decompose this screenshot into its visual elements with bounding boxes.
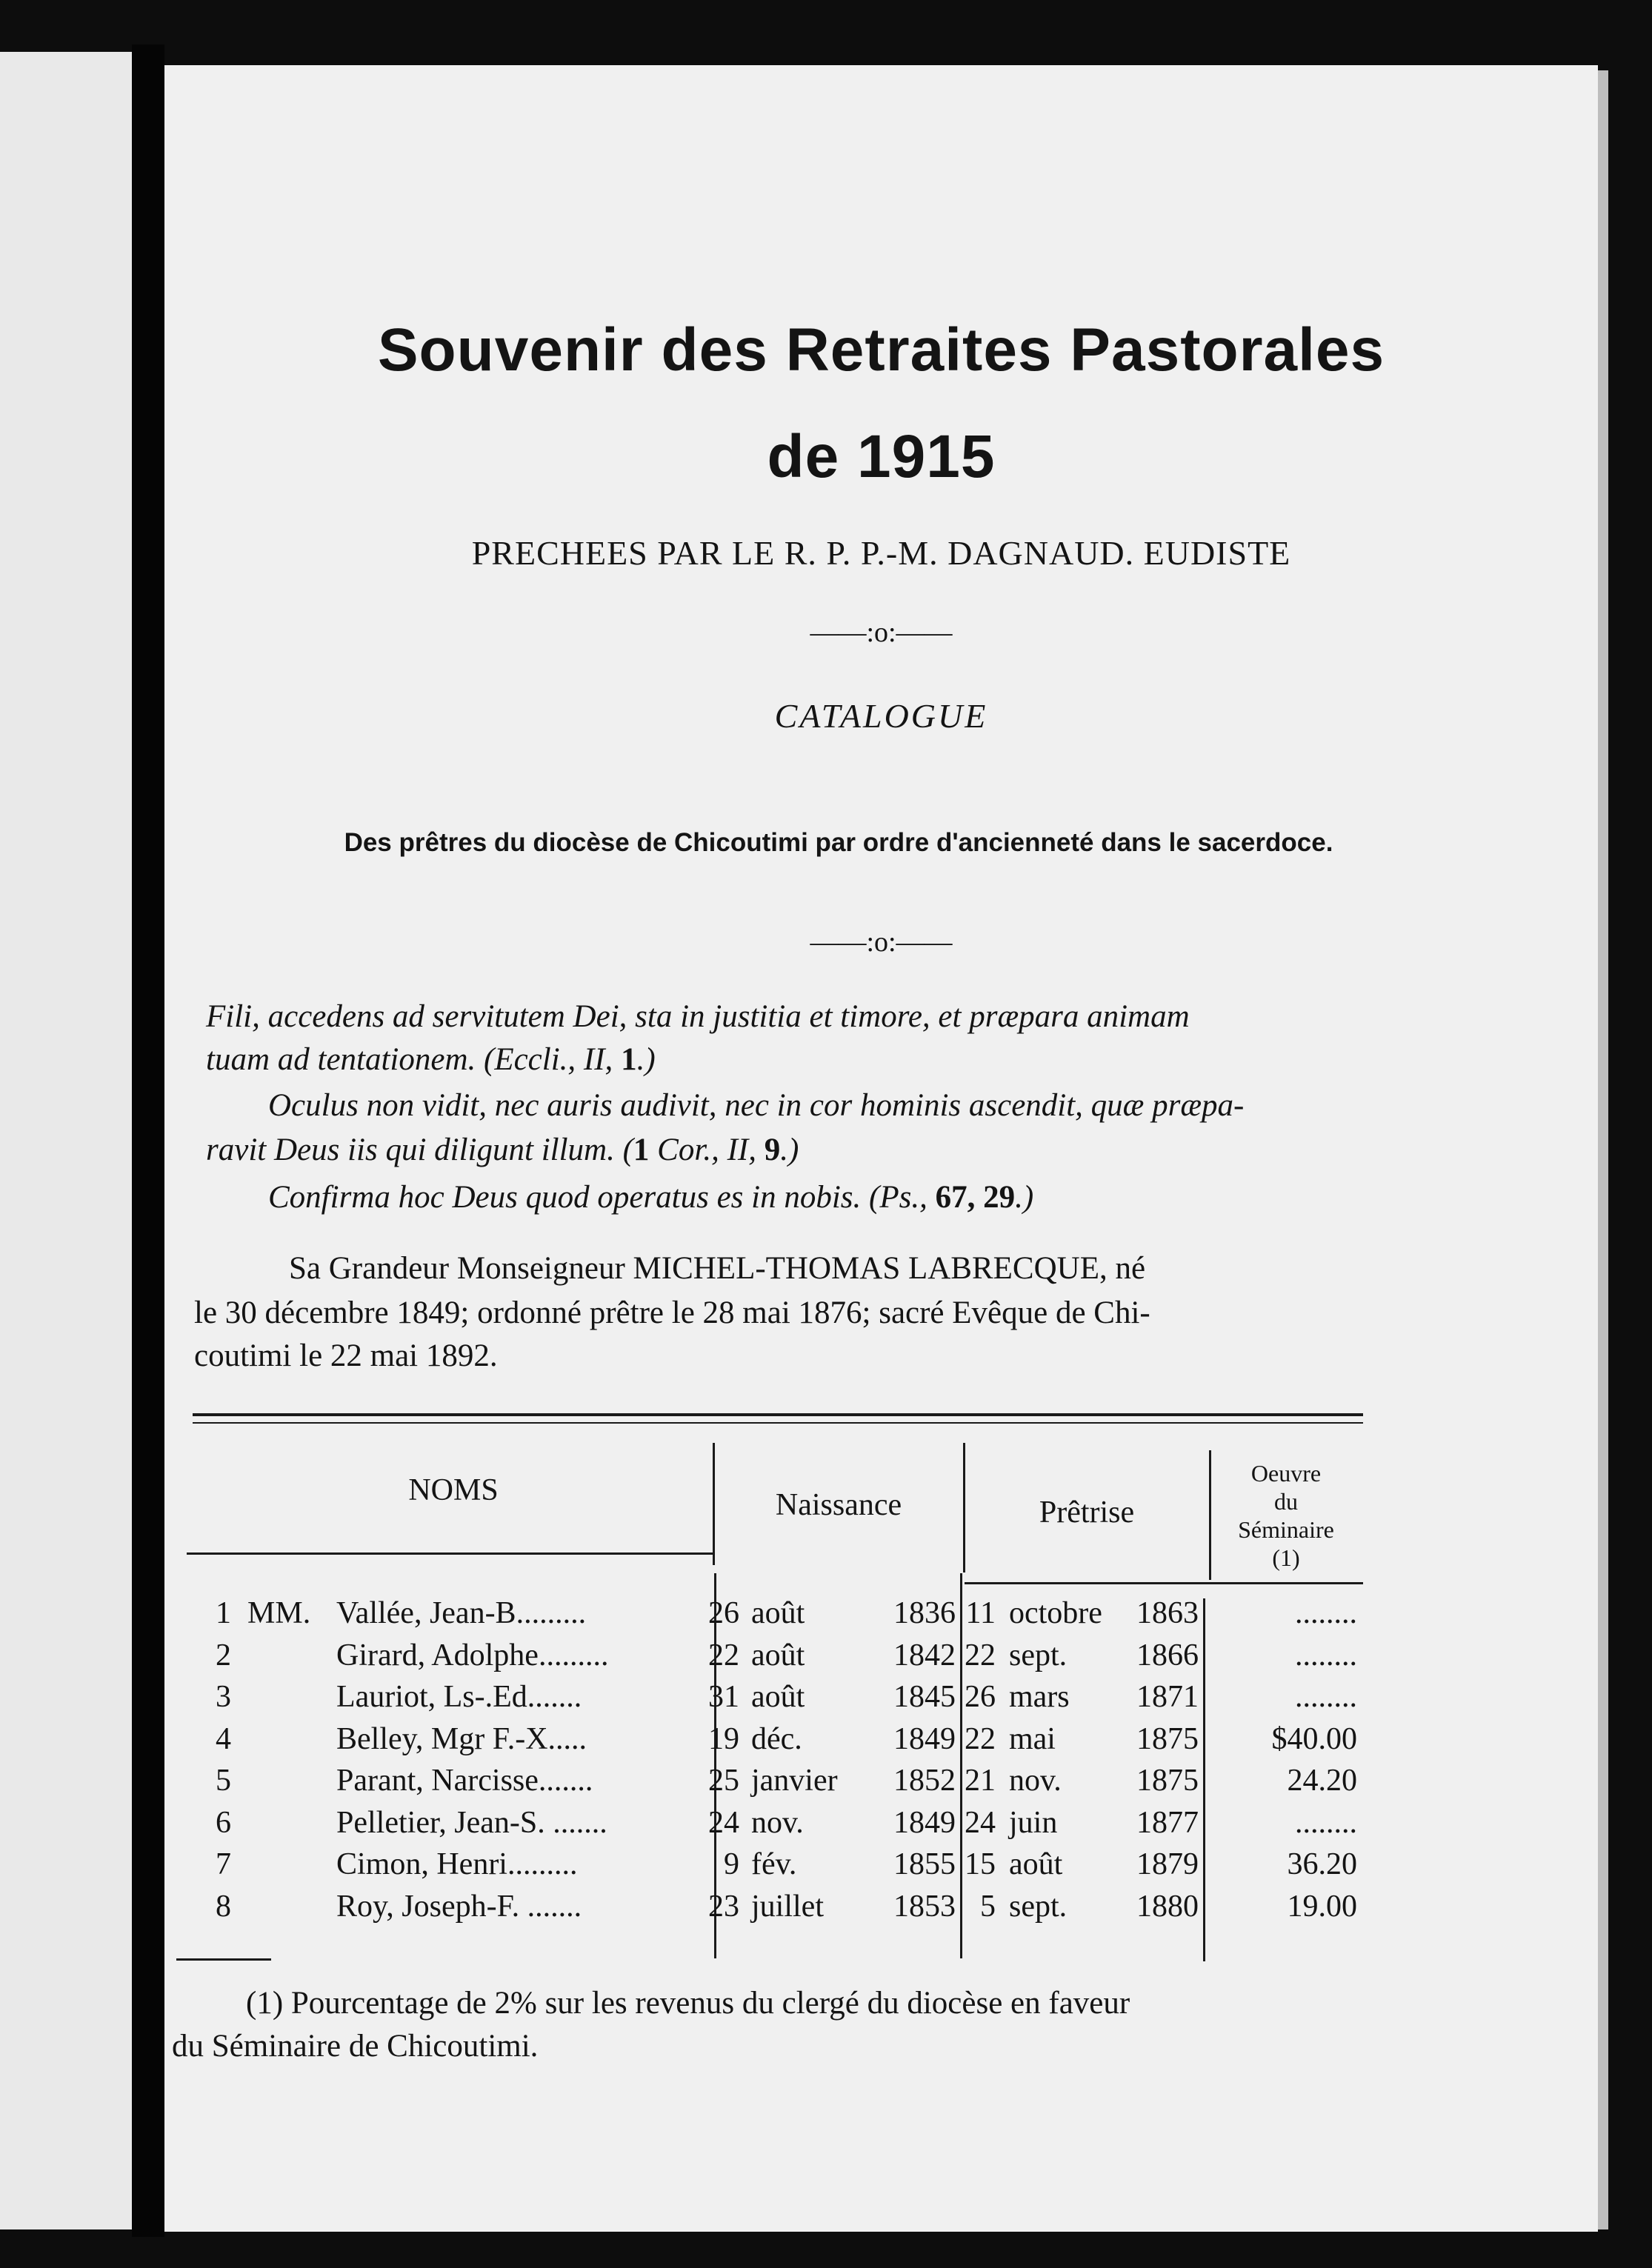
left-page-edge	[0, 52, 132, 2229]
cell-name: Lauriot, Ls-.Ed.......	[336, 1680, 582, 1714]
cell-birth-year: 1849	[893, 1721, 956, 1756]
cell-birth-month: nov.	[751, 1805, 804, 1840]
cell-oeuvre: 19.00	[1287, 1889, 1357, 1924]
header-oeuvre-line2: du	[1274, 1488, 1298, 1515]
cell-oeuvre: ........	[1295, 1680, 1357, 1714]
cell-num: 8	[216, 1889, 231, 1924]
cell-prefix: MM.	[247, 1596, 311, 1630]
header-oeuvre-line4: (1)	[1272, 1544, 1300, 1571]
cell-prefix	[247, 1889, 336, 1930]
cell-ord-month: juin	[1009, 1805, 1058, 1840]
cell-ord-month: sept.	[1009, 1889, 1068, 1924]
cell-name: Pelletier, Jean-S. .......	[336, 1805, 607, 1840]
cell-birth-day: 19	[708, 1721, 739, 1756]
cell-birth-year: 1852	[893, 1764, 956, 1798]
cell-num: 1	[216, 1596, 231, 1630]
quote-2-ref-num1: 1	[633, 1133, 650, 1167]
quote-2-text: ravit Deus iis qui diligunt illum.	[206, 1133, 615, 1167]
cell-oeuvre: ........	[1295, 1638, 1357, 1672]
table-top-rule-2	[193, 1422, 1363, 1424]
quote-3-line-1	[268, 1179, 1033, 1215]
quote-1-line-1: Fili, accedens ad servitutem Dei, sta in justitia et timore, et præpara animam	[206, 999, 1190, 1034]
cell-ord-year: 1875	[1136, 1721, 1199, 1756]
quote-1-ref: (Eccli., II,	[484, 1042, 622, 1077]
page-edge-right	[1598, 70, 1608, 2229]
cell-prefix	[247, 1847, 336, 1888]
quote-2-ref-end: .)	[780, 1133, 799, 1167]
cell-birth-month: déc.	[751, 1721, 802, 1756]
cell-birth-year: 1853	[893, 1889, 956, 1924]
cell-ord-year: 1863	[1136, 1596, 1199, 1630]
cell-birth-day: 9	[724, 1847, 739, 1881]
document-title-line2: de 1915	[767, 423, 996, 490]
cell-ord-year: 1875	[1136, 1764, 1199, 1798]
cell-ord-day: 22	[965, 1638, 996, 1672]
cell-oeuvre: $40.00	[1271, 1721, 1357, 1756]
cell-name: Belley, Mgr F.-X.....	[336, 1721, 587, 1756]
separator-1: ——:o:——	[810, 617, 953, 648]
quote-1-text: tuam ad tentationem.	[206, 1042, 476, 1077]
cell-ord-year: 1866	[1136, 1638, 1199, 1672]
quote-2-line-2	[206, 1132, 799, 1168]
bishop-line-3: coutimi le 22 mai 1892.	[194, 1338, 498, 1373]
bishop-line-2: le 30 décembre 1849; ordonné prêtre le 28 mai 1876; sacré Evêque de Chi-	[194, 1295, 1150, 1330]
quote-3-text: Confirma hoc Deus quod operatus es in nobis.	[268, 1180, 862, 1215]
quote-2-ref-mid: Cor., II,	[649, 1133, 765, 1167]
cell-birth-day: 23	[708, 1889, 739, 1924]
cell-ord-year: 1880	[1136, 1889, 1199, 1924]
cell-ord-month: sept.	[1009, 1638, 1068, 1672]
cell-prefix	[247, 1805, 336, 1847]
cell-name: Girard, Adolphe.........	[336, 1638, 609, 1672]
cell-birth-day: 24	[708, 1805, 739, 1840]
header-noms: NOMS	[408, 1473, 499, 1507]
book-gutter	[132, 44, 164, 2237]
header-pretrise: Prêtrise	[1039, 1495, 1135, 1530]
cell-ord-month: octobre	[1009, 1596, 1102, 1630]
cell-ord-day: 22	[965, 1721, 996, 1756]
cell-birth-month: août	[751, 1596, 805, 1630]
cell-num: 6	[216, 1805, 231, 1840]
cell-num: 2	[216, 1638, 231, 1672]
quote-2-line-1: Oculus non vidit, nec auris audivit, nec in cor hominis ascendit, quæ præpa-	[268, 1088, 1245, 1123]
cell-name: Roy, Joseph-F. .......	[336, 1889, 582, 1924]
quote-2-ref-num2: 9	[764, 1133, 781, 1167]
quote-1-line-2	[206, 1041, 656, 1078]
header-naissance: Naissance	[775, 1488, 902, 1522]
cell-prefix	[247, 1679, 336, 1721]
cell-ord-day: 24	[965, 1805, 996, 1840]
header-divider-3	[1209, 1450, 1211, 1580]
cell-birth-month: août	[751, 1638, 805, 1672]
cell-birth-year: 1849	[893, 1805, 956, 1840]
cell-birth-day: 26	[708, 1596, 739, 1630]
footnote-line-2: du Séminaire de Chicoutimi.	[172, 2029, 539, 2064]
cell-oeuvre: ........	[1295, 1596, 1357, 1630]
table-top-rule-1	[193, 1413, 1363, 1416]
cell-birth-day: 25	[708, 1764, 739, 1798]
document-title-line1: Souvenir des Retraites Pastorales	[377, 316, 1385, 384]
header-oeuvre-line3: Séminaire	[1238, 1516, 1334, 1543]
catalogue-heading: CATALOGUE	[774, 697, 988, 735]
body-divider-3	[1203, 1598, 1205, 1961]
cell-ord-month: nov.	[1009, 1764, 1062, 1798]
cell-birth-year: 1836	[893, 1596, 956, 1630]
cell-birth-year: 1855	[893, 1847, 956, 1881]
cell-ord-month: mars	[1009, 1680, 1070, 1714]
cell-num: 5	[216, 1764, 231, 1798]
cell-oeuvre: 24.20	[1287, 1764, 1357, 1798]
header-bottom-rule-right	[965, 1582, 1363, 1584]
cell-birth-month: janvier	[751, 1764, 838, 1798]
cell-ord-year: 1879	[1136, 1847, 1199, 1881]
quote-3-ref: (Ps.,	[869, 1180, 936, 1215]
header-divider-1	[713, 1443, 715, 1565]
cell-name: Vallée, Jean-B.........	[336, 1596, 587, 1630]
header-oeuvre	[1212, 1459, 1360, 1572]
cell-birth-month: août	[751, 1680, 805, 1714]
cell-oeuvre: 36.20	[1287, 1847, 1357, 1881]
cell-ord-day: 5	[980, 1889, 996, 1924]
cell-ord-day: 15	[965, 1847, 996, 1881]
footnote-line-1: (1) Pourcentage de 2% sur les revenus du clergé du diocèse en faveur	[246, 1986, 1130, 2021]
header-bottom-rule-left	[187, 1552, 714, 1555]
cell-ord-day: 21	[965, 1764, 996, 1798]
cell-ord-month: août	[1009, 1847, 1063, 1881]
quote-2-ref: (	[622, 1133, 633, 1167]
header-oeuvre-line1: Oeuvre	[1250, 1460, 1322, 1487]
cell-ord-year: 1877	[1136, 1805, 1199, 1840]
cell-num: 7	[216, 1847, 231, 1881]
table-end-rule	[176, 1958, 271, 1961]
document-page	[164, 65, 1598, 2232]
cell-prefix	[247, 1763, 336, 1804]
cell-birth-day: 31	[708, 1680, 739, 1714]
header-divider-2	[963, 1443, 965, 1572]
quote-1-ref-num: 1	[621, 1042, 637, 1077]
quote-3-ref-end: .)	[1015, 1180, 1034, 1215]
cell-birth-day: 22	[708, 1638, 739, 1672]
document-subtitle: PRECHEES PAR LE R. P. P.-M. DAGNAUD. EUDISTE	[471, 534, 1291, 572]
cell-prefix	[247, 1721, 336, 1763]
cell-birth-year: 1842	[893, 1638, 956, 1672]
cell-ord-day: 11	[965, 1596, 996, 1630]
cell-oeuvre: ........	[1295, 1805, 1357, 1840]
bishop-line-1: Sa Grandeur Monseigneur MICHEL-THOMAS LABRECQUE, né	[289, 1251, 1146, 1286]
cell-num: 4	[216, 1721, 231, 1756]
quote-3-ref-num: 67, 29	[935, 1180, 1016, 1215]
cell-birth-year: 1845	[893, 1680, 956, 1714]
quote-1-ref-end: .)	[636, 1042, 656, 1077]
cell-num: 3	[216, 1680, 231, 1714]
cell-ord-year: 1871	[1136, 1680, 1199, 1714]
separator-2: ——:o:——	[810, 927, 953, 958]
cell-birth-month: juillet	[751, 1889, 824, 1924]
cell-birth-month: fév.	[751, 1847, 797, 1881]
catalogue-description: Des prêtres du diocèse de Chicoutimi par ordre d'ancienneté dans le sacerdoce.	[344, 828, 1333, 857]
cell-ord-month: mai	[1009, 1721, 1056, 1756]
cell-name: Cimon, Henri.........	[336, 1847, 578, 1881]
cell-name: Parant, Narcisse.......	[336, 1764, 593, 1798]
cell-prefix	[247, 1638, 336, 1679]
cell-ord-day: 26	[965, 1680, 996, 1714]
